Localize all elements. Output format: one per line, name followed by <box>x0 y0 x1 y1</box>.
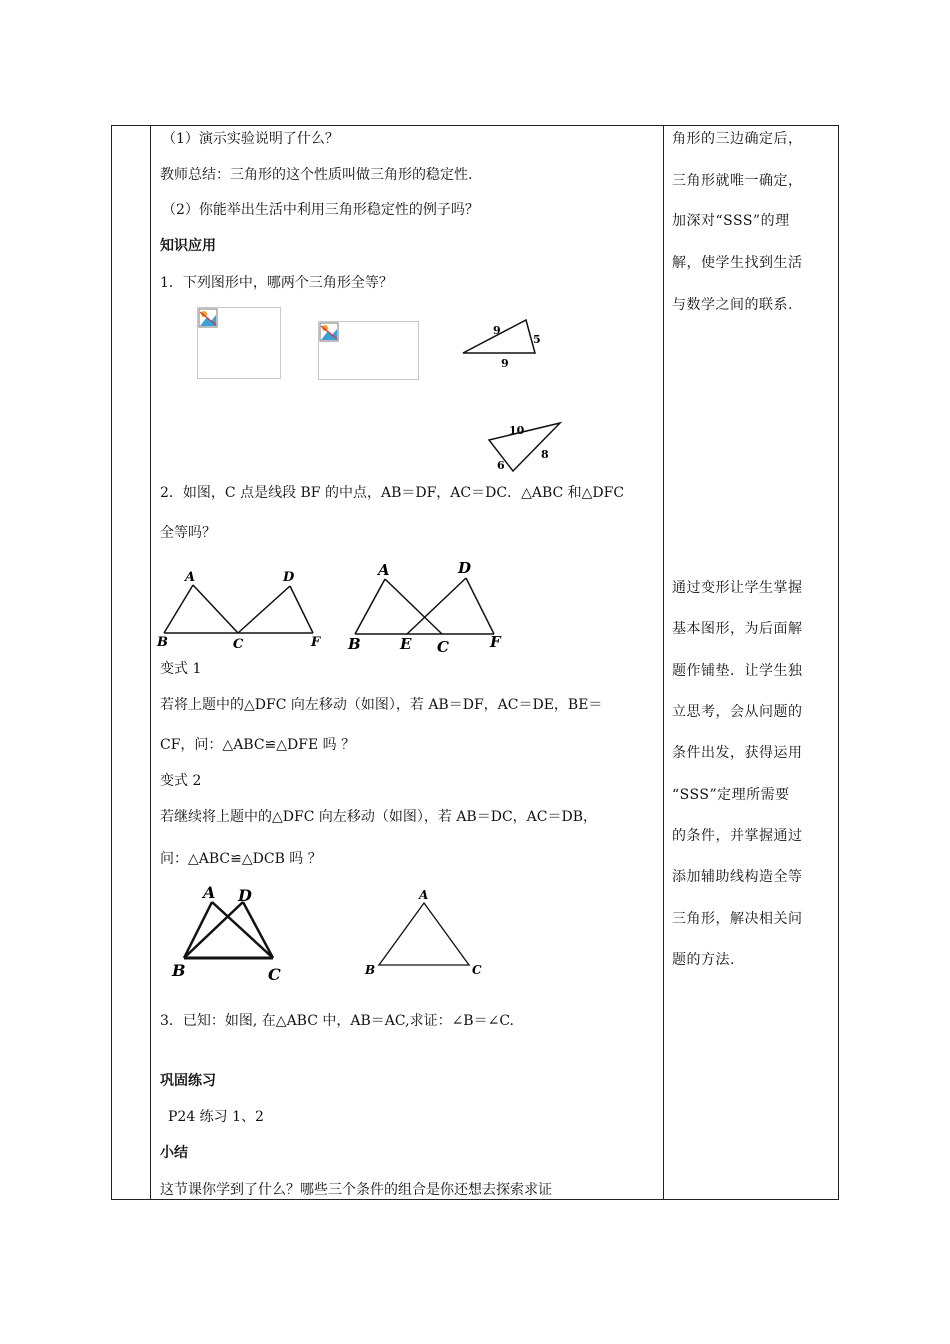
note-line: 与数学之间的联系. <box>672 297 793 313</box>
note-line: “SSS”定理所需要 <box>672 787 790 803</box>
variant-1-line-2: CF，问：△ABC≌△DFE 吗 ？ <box>160 737 356 753</box>
variant-1-line-1: 若将上题中的△DFC 向左移动（如图），若 AB＝DF，AC＝DE，BE＝ <box>160 697 603 713</box>
exercise-2-line-1: 2．如图，C 点是线段 BF 的中点，AB＝DF，AC＝DC．△ABC 和△DFC <box>160 485 625 501</box>
geometry-figure-becf <box>345 556 510 656</box>
note-line: 三角形，解决相关问 <box>672 911 803 927</box>
geometry-figure-bcf <box>155 562 325 654</box>
variant-2-line-1: 若继续将上题中的△DFC 向左移动（如图），若 AB＝DC，AC＝DB， <box>160 809 597 825</box>
side-label: 8 <box>541 448 549 461</box>
note-line: 立思考，会从问题的 <box>672 704 803 720</box>
side-label: 5 <box>533 333 541 346</box>
side-label: 9 <box>501 357 509 370</box>
table-divider-left <box>150 126 151 1199</box>
point-label: A <box>419 888 429 902</box>
point-label: F <box>490 633 501 651</box>
point-label: D <box>458 559 472 577</box>
note-line: 加深对“SSS”的理 <box>672 213 790 229</box>
exercise-3: 3．已知：如图, 在△ABC 中，AB＝AC,求证：∠B＝∠C. <box>160 1013 514 1029</box>
variant-1-title: 变式 1 <box>160 661 202 677</box>
exercise-1: 1．下列图形中，哪两个三角形全等？ <box>160 275 393 291</box>
point-label: C <box>437 638 449 656</box>
point-label: B <box>365 963 376 977</box>
exercise-2-line-2: 全等吗？ <box>160 525 216 541</box>
broken-image-icon <box>319 322 339 342</box>
note-line: 题的方法. <box>672 952 735 968</box>
broken-image-icon <box>198 308 218 328</box>
variant-2-line-2: 问：△ABC≌△DCB 吗 ？ <box>160 851 322 867</box>
note-line: 通过变形让学生掌握 <box>672 580 803 596</box>
point-label: A <box>378 561 390 579</box>
triangle-figure-1 <box>455 312 555 372</box>
question-2: （2）你能举出生活中利用三角形稳定性的例子吗？ <box>162 202 479 218</box>
side-label: 6 <box>497 459 505 472</box>
point-label: D <box>238 886 252 905</box>
point-label: B <box>157 635 168 650</box>
image-placeholder <box>197 307 281 379</box>
table-divider-right <box>663 126 664 1199</box>
heading-practice: 巩固练习 <box>160 1073 216 1089</box>
point-label: C <box>472 963 482 977</box>
note-line: 解，使学生找到生活 <box>672 255 803 271</box>
practice-text: P24 练习 1、2 <box>168 1109 264 1125</box>
note-line: 添加辅助线构造全等 <box>672 869 803 885</box>
variant-2-title: 变式 2 <box>160 773 202 789</box>
point-label: A <box>185 570 196 585</box>
heading-apply: 知识应用 <box>160 238 216 254</box>
point-label: B <box>348 635 361 653</box>
summary-question: 这节课你学到了什么？哪些三个条件的组合是你还想去探索求证 <box>160 1182 552 1198</box>
triangle-figure-2 <box>480 415 570 475</box>
point-label: A <box>203 883 216 902</box>
note-line: 的条件，并掌握通过 <box>672 828 803 844</box>
note-line: 题作铺垫．让学生独 <box>672 663 803 679</box>
image-placeholder <box>318 321 419 380</box>
geometry-figure-isosceles <box>360 885 490 980</box>
note-line: 角形的三边确定后， <box>672 131 803 147</box>
side-label: 10 <box>509 424 525 437</box>
point-label: E <box>400 635 412 653</box>
question-1: （1）演示实验说明了什么？ <box>162 131 339 147</box>
point-label: B <box>172 961 186 980</box>
heading-summary: 小结 <box>160 1145 188 1161</box>
note-line: 三角形就唯一确定， <box>672 173 803 189</box>
point-label: D <box>283 570 295 585</box>
geometry-figure-adbc <box>170 880 290 984</box>
note-line: 基本图形，为后面解 <box>672 621 803 637</box>
note-line: 条件出发，获得运用 <box>672 745 803 761</box>
side-label: 9 <box>493 324 501 337</box>
point-label: C <box>268 965 281 984</box>
teacher-summary: 教师总结：三角形的这个性质叫做三角形的稳定性. <box>160 167 473 183</box>
point-label: F <box>311 635 321 650</box>
point-label: C <box>233 637 244 652</box>
